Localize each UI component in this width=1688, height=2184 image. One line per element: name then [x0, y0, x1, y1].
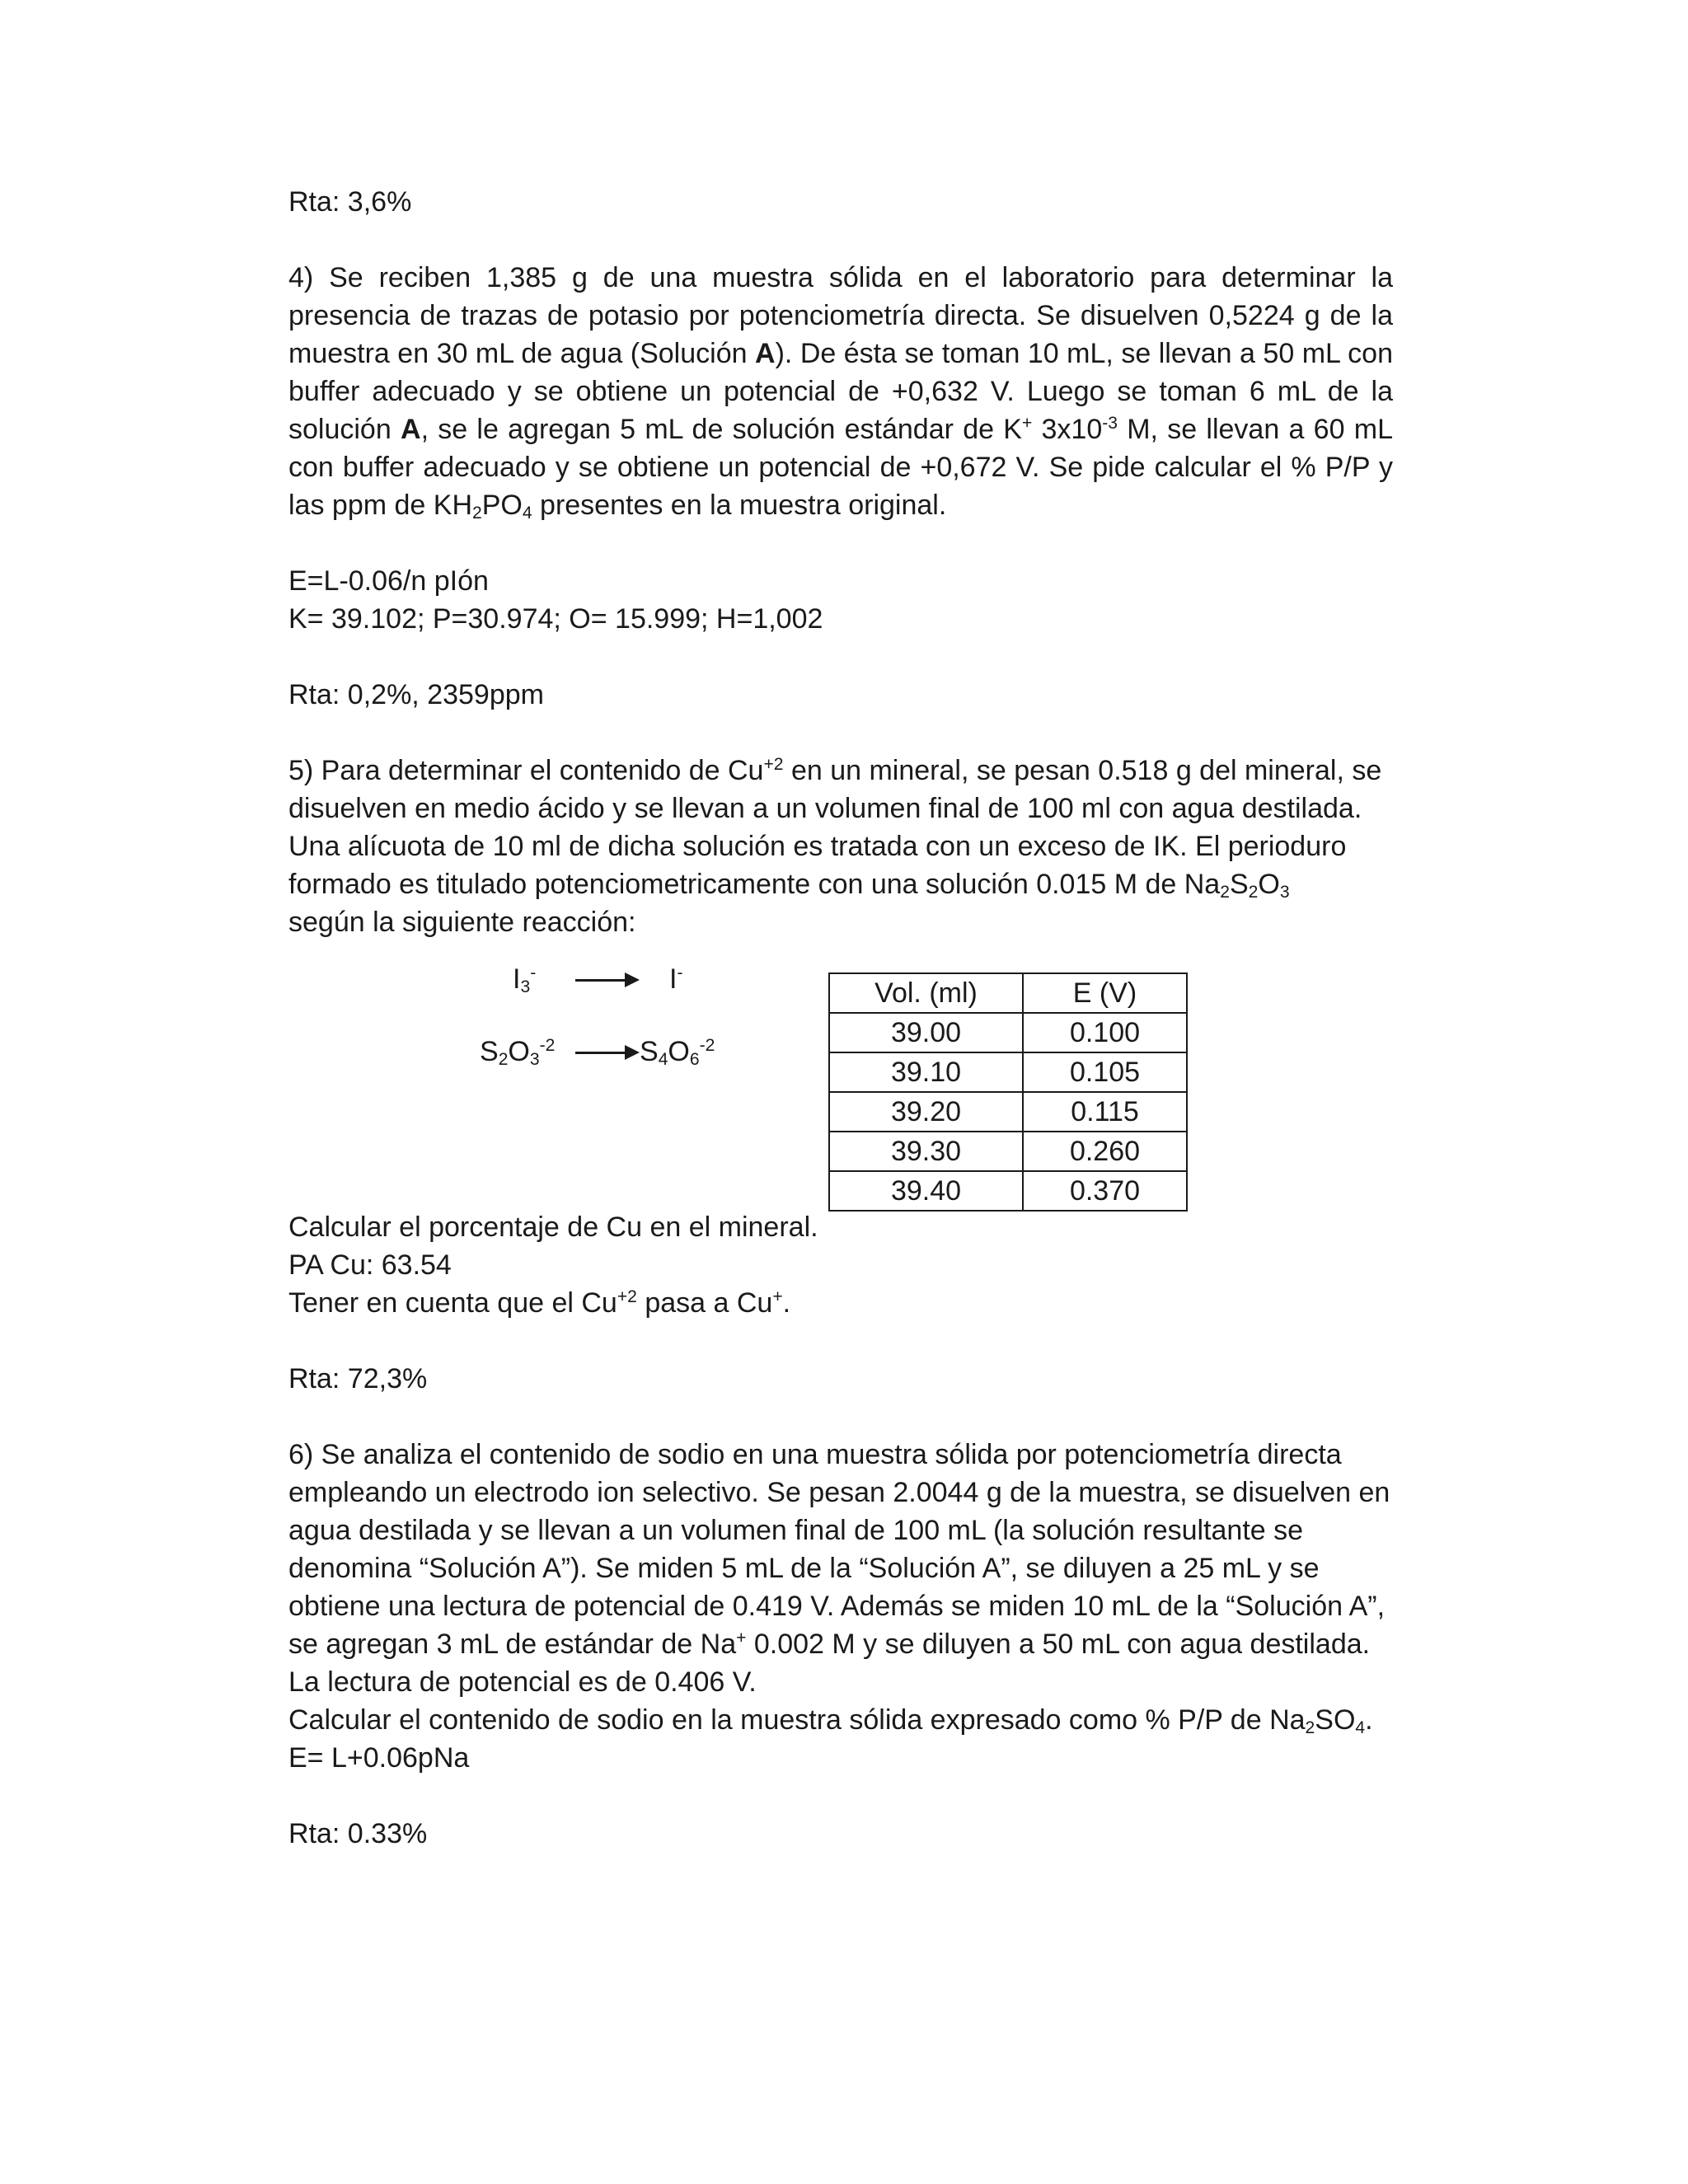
cell-volume: 39.30	[829, 1132, 1023, 1171]
reaction-1-reactant: $I_3^-$	[513, 963, 537, 997]
cell-volume: 39.40	[829, 1171, 1023, 1211]
problem-4-equation: E=L-0.06/n pIón	[288, 565, 489, 597]
table-row	[829, 1052, 1187, 1092]
cell-volume: 39.10	[829, 1052, 1023, 1092]
answer-problem-5: Rta: 72,3%	[288, 1363, 428, 1394]
reaction-2-product: $S_4O_6^{-2}$	[640, 1036, 715, 1070]
cell-potential: 0.260	[1023, 1132, 1187, 1171]
cell-volume: 39.20	[829, 1092, 1023, 1132]
problem-4-statement: 4) Se reciben 1,385 g de una muestra sólida en el laboratorio para determinar la presencia de trazas de potasio por potenciometría directa. Se disuelven 0,5224 g de la muestra en 30 mL de agua (Solución A). De ésta se toman 10 mL, se llevan a 50 mL con buffer adecuado y se obtiene un potencial de +0,632 V. Luego se toman 6 mL de la solución A, se le agregan 5 mL de solución estándar de K+ $3x10^{-3}$ M, se llevan a 60 mL con buffer adecuado y se obtiene un potencial de +0,672 V. Se pide calcular el % P/P y las ppm de $KH_2PO_4$ presentes en la muestra original.	[288, 262, 1393, 523]
column-header-potential: E (V)	[1023, 973, 1187, 1013]
reaction-1-product: I-	[669, 963, 683, 995]
answer-problem-6: Rta: 0.33%	[288, 1818, 428, 1849]
answer-problem-3: Rta: 3,6%	[288, 186, 412, 218]
table-row	[829, 1132, 1187, 1171]
cell-volume: 39.00	[829, 1013, 1023, 1052]
problem-6-statement: 6) Se analiza el contenido de sodio en una muestra sólida por potenciometría directa empleando un electrodo ion selectivo. Se pesan 2.0044 g de la muestra, se disuelven en agua destilada y se llevan a un volumen final de 100 mL (la solución resultante se denomina “Solución A”). Se miden 5 mL de la “Solución A”, se diluyen a 25 mL y se obtiene una lectura de potencial de 0.419 V. Además se miden 10 mL de la “Solución A”, se agregan 3 mL de estándar de Na+ 0.002 M y se diluyen a 50 mL con agua destilada. La lectura de potencial es de 0.406 V. Calcular el contenido de sodio en la muestra sólida expresado como % P/P de $Na_2SO_4$. E= L+0.06pNa	[288, 1439, 1390, 1774]
table-row	[829, 1013, 1187, 1052]
cell-potential: 0.370	[1023, 1171, 1187, 1211]
column-header-volume: Vol. (ml)	[829, 973, 1023, 1013]
problem-5-note: Tener en cuenta que el $Cu^{+2}$ pasa a Cu+.	[288, 1287, 791, 1319]
problem-5-statement: 5) Para determinar el contenido de $Cu^{+2}$ en un mineral, se pesan 0.518 g del mineral, se disuelven en medio ácido y se llevan a un volumen final de 100 ml con agua destilada. Una alícuota de 10 ml de dicha solución es tratada con un exceso de IK. El perioduro formado es titulado potenciometricamente con una solución 0.015 M de $Na_2S_2O_3$ según la siguiente reacción:	[288, 755, 1382, 938]
cell-potential: 0.105	[1023, 1052, 1187, 1092]
problem-5-question: Calcular el porcentaje de Cu en el mineral.	[288, 1212, 818, 1243]
answer-problem-4: Rta: 0,2%, 2359ppm	[288, 679, 544, 710]
reaction-and-table	[288, 956, 1393, 1208]
table-row	[829, 1092, 1187, 1132]
problem-4-atomic-masses: K= 39.102; P=30.974; O= 15.999; H=1,002	[288, 603, 823, 635]
problem-5-atomic-mass: PA Cu: 63.54	[288, 1249, 452, 1281]
reaction-2-reactant: $S_2O_3^{-2}$	[480, 1036, 556, 1070]
reaction-2-arrow-icon	[575, 1052, 636, 1054]
titration-table	[828, 972, 1188, 1212]
cell-potential: 0.100	[1023, 1013, 1187, 1052]
cell-potential: 0.115	[1023, 1092, 1187, 1132]
reaction-1-arrow-icon	[575, 979, 636, 982]
document-page	[288, 183, 1393, 1853]
table-row	[829, 1171, 1187, 1211]
table-header-row	[829, 973, 1187, 1013]
